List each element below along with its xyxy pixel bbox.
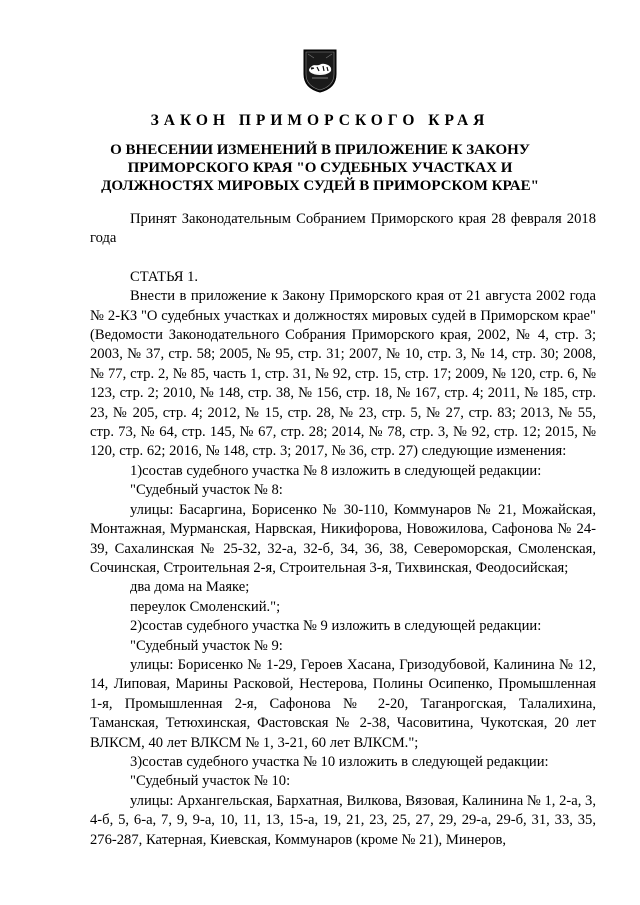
item-3-district-name: "Судебный участок № 10: xyxy=(130,773,291,790)
subtitle-line: ДОЛЖНОСТЯХ МИРОВЫХ СУДЕЙ В ПРИМОРСКОМ КРАЕ" xyxy=(101,178,539,194)
item-2-lead: 2)состав судебного участка № 9 изложить в следующей редакции: xyxy=(130,618,542,635)
article-intro-paragraph: Внести в приложение к Закону Приморского края от 21 августа 2002 года № 2-КЗ "О судебных участках и должностях мировых судей в Приморском крае" (Ведомости Законодательного Собрания Приморского края, 2002, № 4, стр. 3; 2003, № 37, стр. 58; 2005, № 95, стр. 31; 2007, № 10, стр. 3, № 14, стр. 30; 2008, № 77, стр. 2, № 85, часть 1, стр. 31, № 92, стр. 15, стр. 17; 2009, № 120, стр. 6, № 123, стр. 2; 2010, № 148, стр. 38, № 156, стр. 18, № 167, стр. 4; 2011, № 185, стр. 23, № 205, стр. 4; 2012, № 15, стр. 28, № 23, стр. 5, № 27, стр. 83; 2013, № 55, стр. 73, № 64, стр. 145, № 67, стр. 28; 2014, № 78, стр. 3, № 92, стр. 12; 2015, № 120, стр. 62; 2016, № 148, стр. 3; 2017, № 36, стр. 27) следующие изменения: xyxy=(90,288,596,460)
law-title: ЗАКОН ПРИМОРСКОГО КРАЯ xyxy=(150,112,490,129)
law-body xyxy=(90,210,596,850)
item-1-streets: улицы: Басаргина, Борисенко № 30-110, Коммунаров № 21, Можайская, Монтажная, Мурманская, Нарвская, Никифорова, Новожилова, Сафонова № 24-39, Сахалинская № 25-32, 32-а, 32-б, 34, 36, 38, Североморская, Смоленская, Сочинская, Строительная 2-я, Строительная 3-я, Тихвинская, Феодосийская; xyxy=(90,501,596,576)
item-2-district-name: "Судебный участок № 9: xyxy=(130,637,283,654)
coat-of-arms-icon xyxy=(300,44,340,94)
article-heading: СТАТЬЯ 1. xyxy=(130,268,199,285)
item-1-houses: два дома на Маяке; xyxy=(130,579,250,596)
subtitle-line: ПРИМОРСКОГО КРАЯ "О СУДЕБНЫХ УЧАСТКАХ И xyxy=(127,160,513,176)
item-1-lead: 1)состав судебного участка № 8 изложить в следующей редакции: xyxy=(130,462,542,479)
item-1-lane: переулок Смоленский."; xyxy=(130,598,281,615)
law-subtitle xyxy=(90,141,550,195)
item-3-lead: 3)состав судебного участка № 10 изложить в следующей редакции: xyxy=(130,753,549,770)
subtitle-line: О ВНЕСЕНИИ ИЗМЕНЕНИЙ В ПРИЛОЖЕНИЕ К ЗАКОНУ xyxy=(110,142,530,158)
item-2-streets: улицы: Борисенко № 1-29, Героев Хасана, Гризодубовой, Калинина № 12, 14, Липовая, Марины Расковой, Нестерова, Полины Осипенко, Промышленная 1-я, Промышленная 2-я, Сафонова № 2-20, Таганрогская, Талалихина, Таманская, Тетюхинская, Фастовская № 2-38, Часовитина, Чукотская, 20 лет ВЛКСМ, 40 лет ВЛКСМ № 1, 3-21, 60 лет ВЛКСМ."; xyxy=(90,656,596,751)
adoption-note: Принят Законодательным Собранием Приморского края 28 февраля 2018 года xyxy=(90,211,596,247)
item-3-streets: улицы: Архангельская, Бархатная, Вилкова, Вязовая, Калинина № 1, 2-а, 3, 4-б, 5, 6-а, 7, 9, 9-а, 10, 11, 13, 15-а, 19, 21, 23, 25, 27, 29, 29-а, 29-б, 31, 33, 35, 276-287, Катерная, Киевская, Коммунаров (кроме № 21), Минеров, xyxy=(90,792,596,848)
item-1-district-name: "Судебный участок № 8: xyxy=(130,482,283,499)
